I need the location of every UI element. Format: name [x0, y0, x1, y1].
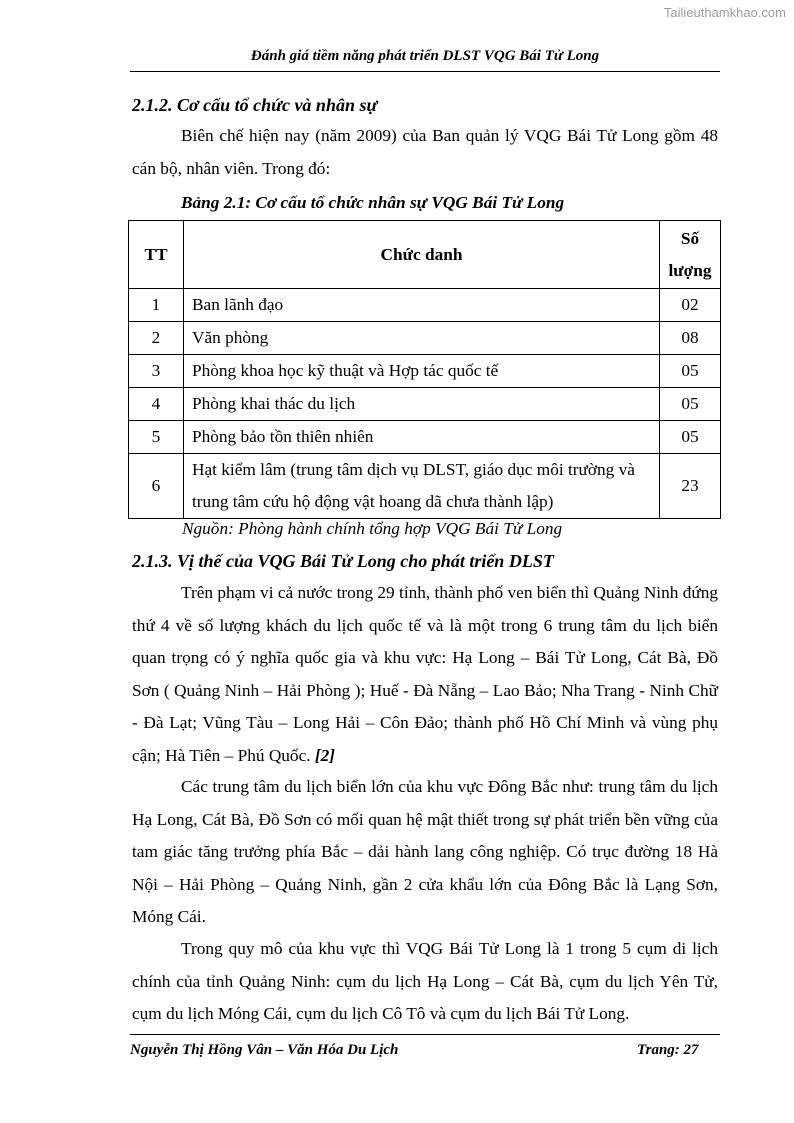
cell-tt: 5 [129, 421, 184, 454]
cell-tt: 4 [129, 388, 184, 421]
footer-author: Nguyễn Thị Hồng Vân – Văn Hóa Du Lịch [130, 1042, 399, 1058]
header-title: Chức danh [184, 221, 660, 289]
section-heading-2-1-2: 2.1.2. Cơ cấu tổ chức và nhân sự [132, 95, 378, 115]
citation: [2] [314, 745, 336, 765]
table-row [129, 388, 721, 421]
cell-title: Hạt kiểm lâm (trung tâm dịch vụ DLST, giáo dục môi trường và trung tâm cứu hộ động vật hoang dã chưa thành lập) [184, 454, 660, 519]
cell-tt: 2 [129, 322, 184, 355]
header-rule [130, 71, 720, 72]
table-row [129, 454, 721, 519]
cell-tt: 1 [129, 289, 184, 322]
intro-paragraph: Biên chế hiện nay (năm 2009) của Ban quản lý VQG Bái Tử Long gồm 48 cán bộ, nhân viên. Trong đó: [132, 126, 718, 178]
cell-count: 05 [660, 355, 721, 388]
cell-tt: 6 [129, 454, 184, 519]
cell-title: Phòng khoa học kỹ thuật và Hợp tác quốc tế [184, 355, 660, 388]
cell-count: 23 [660, 454, 721, 519]
table-row [129, 322, 721, 355]
staff-structure-table [128, 220, 721, 519]
cell-count: 05 [660, 421, 721, 454]
table-caption: Bảng 2.1: Cơ cấu tổ chức nhân sự VQG Bái Tử Long [181, 193, 565, 212]
cell-title: Phòng khai thác du lịch [184, 388, 660, 421]
cell-count: 08 [660, 322, 721, 355]
paragraph-2: Các trung tâm du lịch biển lớn của khu vực Đông Bắc như: trung tâm du lịch Hạ Long, Cát Bà, Đồ Sơn có mối quan hệ mật thiết trong sự phát triển bền vững của tam giác tăng trưởng phía Bắc – dải hành lang công nghiệp. Có trục đường 18 Hà Nội – Hải Phòng – Quảng Ninh, gần 2 cửa khẩu lớn của Đông Bắc là Lạng Sơn, Móng Cái. [132, 777, 718, 927]
watermark: Tailieuthamkhao.com [663, 5, 786, 20]
running-header: Đánh giá tiềm năng phát triển DLST VQG Bái Tử Long [250, 48, 600, 64]
header-count [660, 221, 721, 289]
cell-title: Phòng bảo tồn thiên nhiên [184, 421, 660, 454]
table-row [129, 421, 721, 454]
table-row [129, 355, 721, 388]
cell-tt: 3 [129, 355, 184, 388]
paragraph-1-text: Trên phạm vi cả nước trong 29 tỉnh, thành phố ven biển thì Quảng Ninh đứng thứ 4 về số lượng khách du lịch quốc tế và là một trong 6 trung tâm du lịch biển quan trọng có ý nghĩa quốc gia và khu vực: Hạ Long – Bái Tử Long, Cát Bà, Đồ Sơn ( Quảng Ninh – Hải Phòng ); Huế - Đà Nẵng – Lao Bảo; Nha Trang - Ninh Chữ - Đà Lạt; Vũng Tàu – Long Hải – Côn Đảo; thành phố Hồ Chí Minh và vùng phụ cận; Hà Tiên – Phú Quốc. [132, 583, 718, 765]
header-count-line2: lượng [668, 260, 712, 280]
paragraph-3: Trong quy mô của khu vực thì VQG Bái Tử Long là 1 trong 5 cụm di lịch chính của tỉnh Quảng Ninh: cụm du lịch Hạ Long – Cát Bà, cụm du lịch Yên Tử, cụm du lịch Móng Cái, cụm du lịch Cô Tô và cụm du lịch Bái Tử Long. [132, 939, 718, 1024]
footer-page-number: Trang: 27 [637, 1042, 699, 1058]
cell-count: 05 [660, 388, 721, 421]
cell-title: Ban lãnh đạo [184, 289, 660, 322]
table-row [129, 289, 721, 322]
header-tt: TT [129, 221, 184, 289]
table-source: Nguồn: Phòng hành chính tổng hợp VQG Bái Tử Long [182, 519, 563, 538]
section-heading-2-1-3: 2.1.3. Vị thế của VQG Bái Tử Long cho phát triển DLST [132, 551, 554, 571]
header-count-line1: Số [680, 228, 700, 248]
paragraph-1 [132, 577, 718, 773]
cell-count: 02 [660, 289, 721, 322]
footer-rule [130, 1034, 720, 1035]
cell-title: Văn phòng [184, 322, 660, 355]
table-header-row [129, 221, 721, 289]
